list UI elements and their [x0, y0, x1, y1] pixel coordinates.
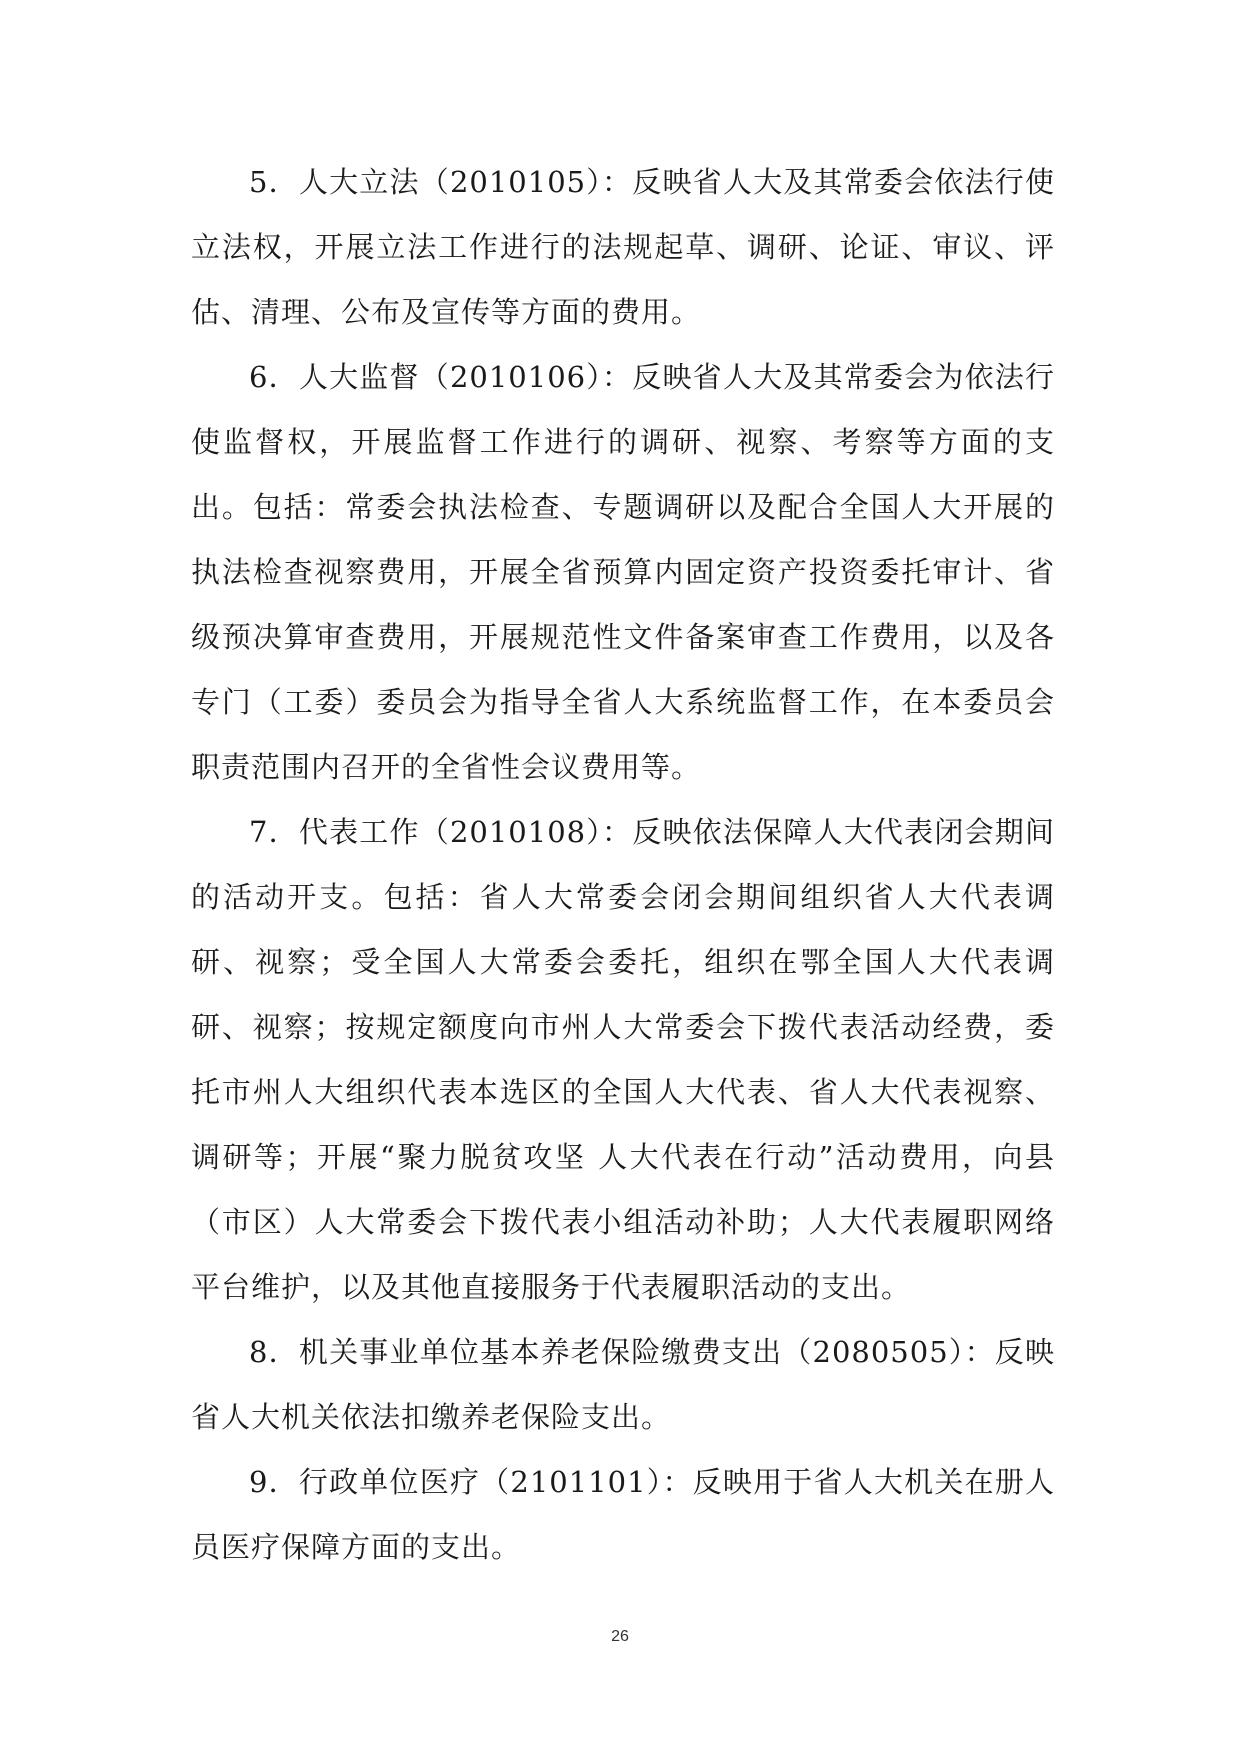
paragraph-item-9: 9．行政单位医疗（2101101）：反映用于省人大机关在册人员医疗保障方面的支出。 [191, 1465, 1055, 1564]
paragraph-item-7: 7．代表工作（2010108）：反映依法保障人大代表闭会期间的活动开支。包括：省人大常委会闭会期间组织省人大代表调研、视察；受全国人大常委会委托，组织在鄂全国人大代表调研、视察；按规定额度向市州人大常委会下拨代表活动经费，委托市州人大组织代表本选区的全国人大代表、省人大代表视察、调研等；开展“聚力脱贫攻坚 人大代表在行动”活动费用，向县（市区）人大常委会下拨代表小组活动补助；人大代表履职网络平台维护，以及其他直接服务于代表履职活动的支出。 [191, 815, 1055, 1304]
document-body [191, 150, 1055, 1580]
paragraph-item-8: 8．机关事业单位基本养老保险缴费支出（2080505）：反映省人大机关依法扣缴养老保险支出。 [191, 1335, 1055, 1434]
paragraph-item-5: 5．人大立法（2010105）：反映省人大及其常委会依法行使立法权，开展立法工作进行的法规起草、调研、论证、审议、评估、清理、公布及宣传等方面的费用。 [191, 165, 1055, 329]
paragraph-item-6: 6．人大监督（2010106）：反映省人大及其常委会为依法行使监督权，开展监督工作进行的调研、视察、考察等方面的支出。包括：常委会执法检查、专题调研以及配合全国人大开展的执法检查视察费用，开展全省预算内固定资产投资委托审计、省级预决算审查费用，开展规范性文件备案审查工作费用，以及各专门（工委）委员会为指导全省人大系统监督工作，在本委员会职责范围内召开的全省性会议费用等。 [191, 360, 1055, 784]
page-number: 26 [611, 1628, 629, 1645]
